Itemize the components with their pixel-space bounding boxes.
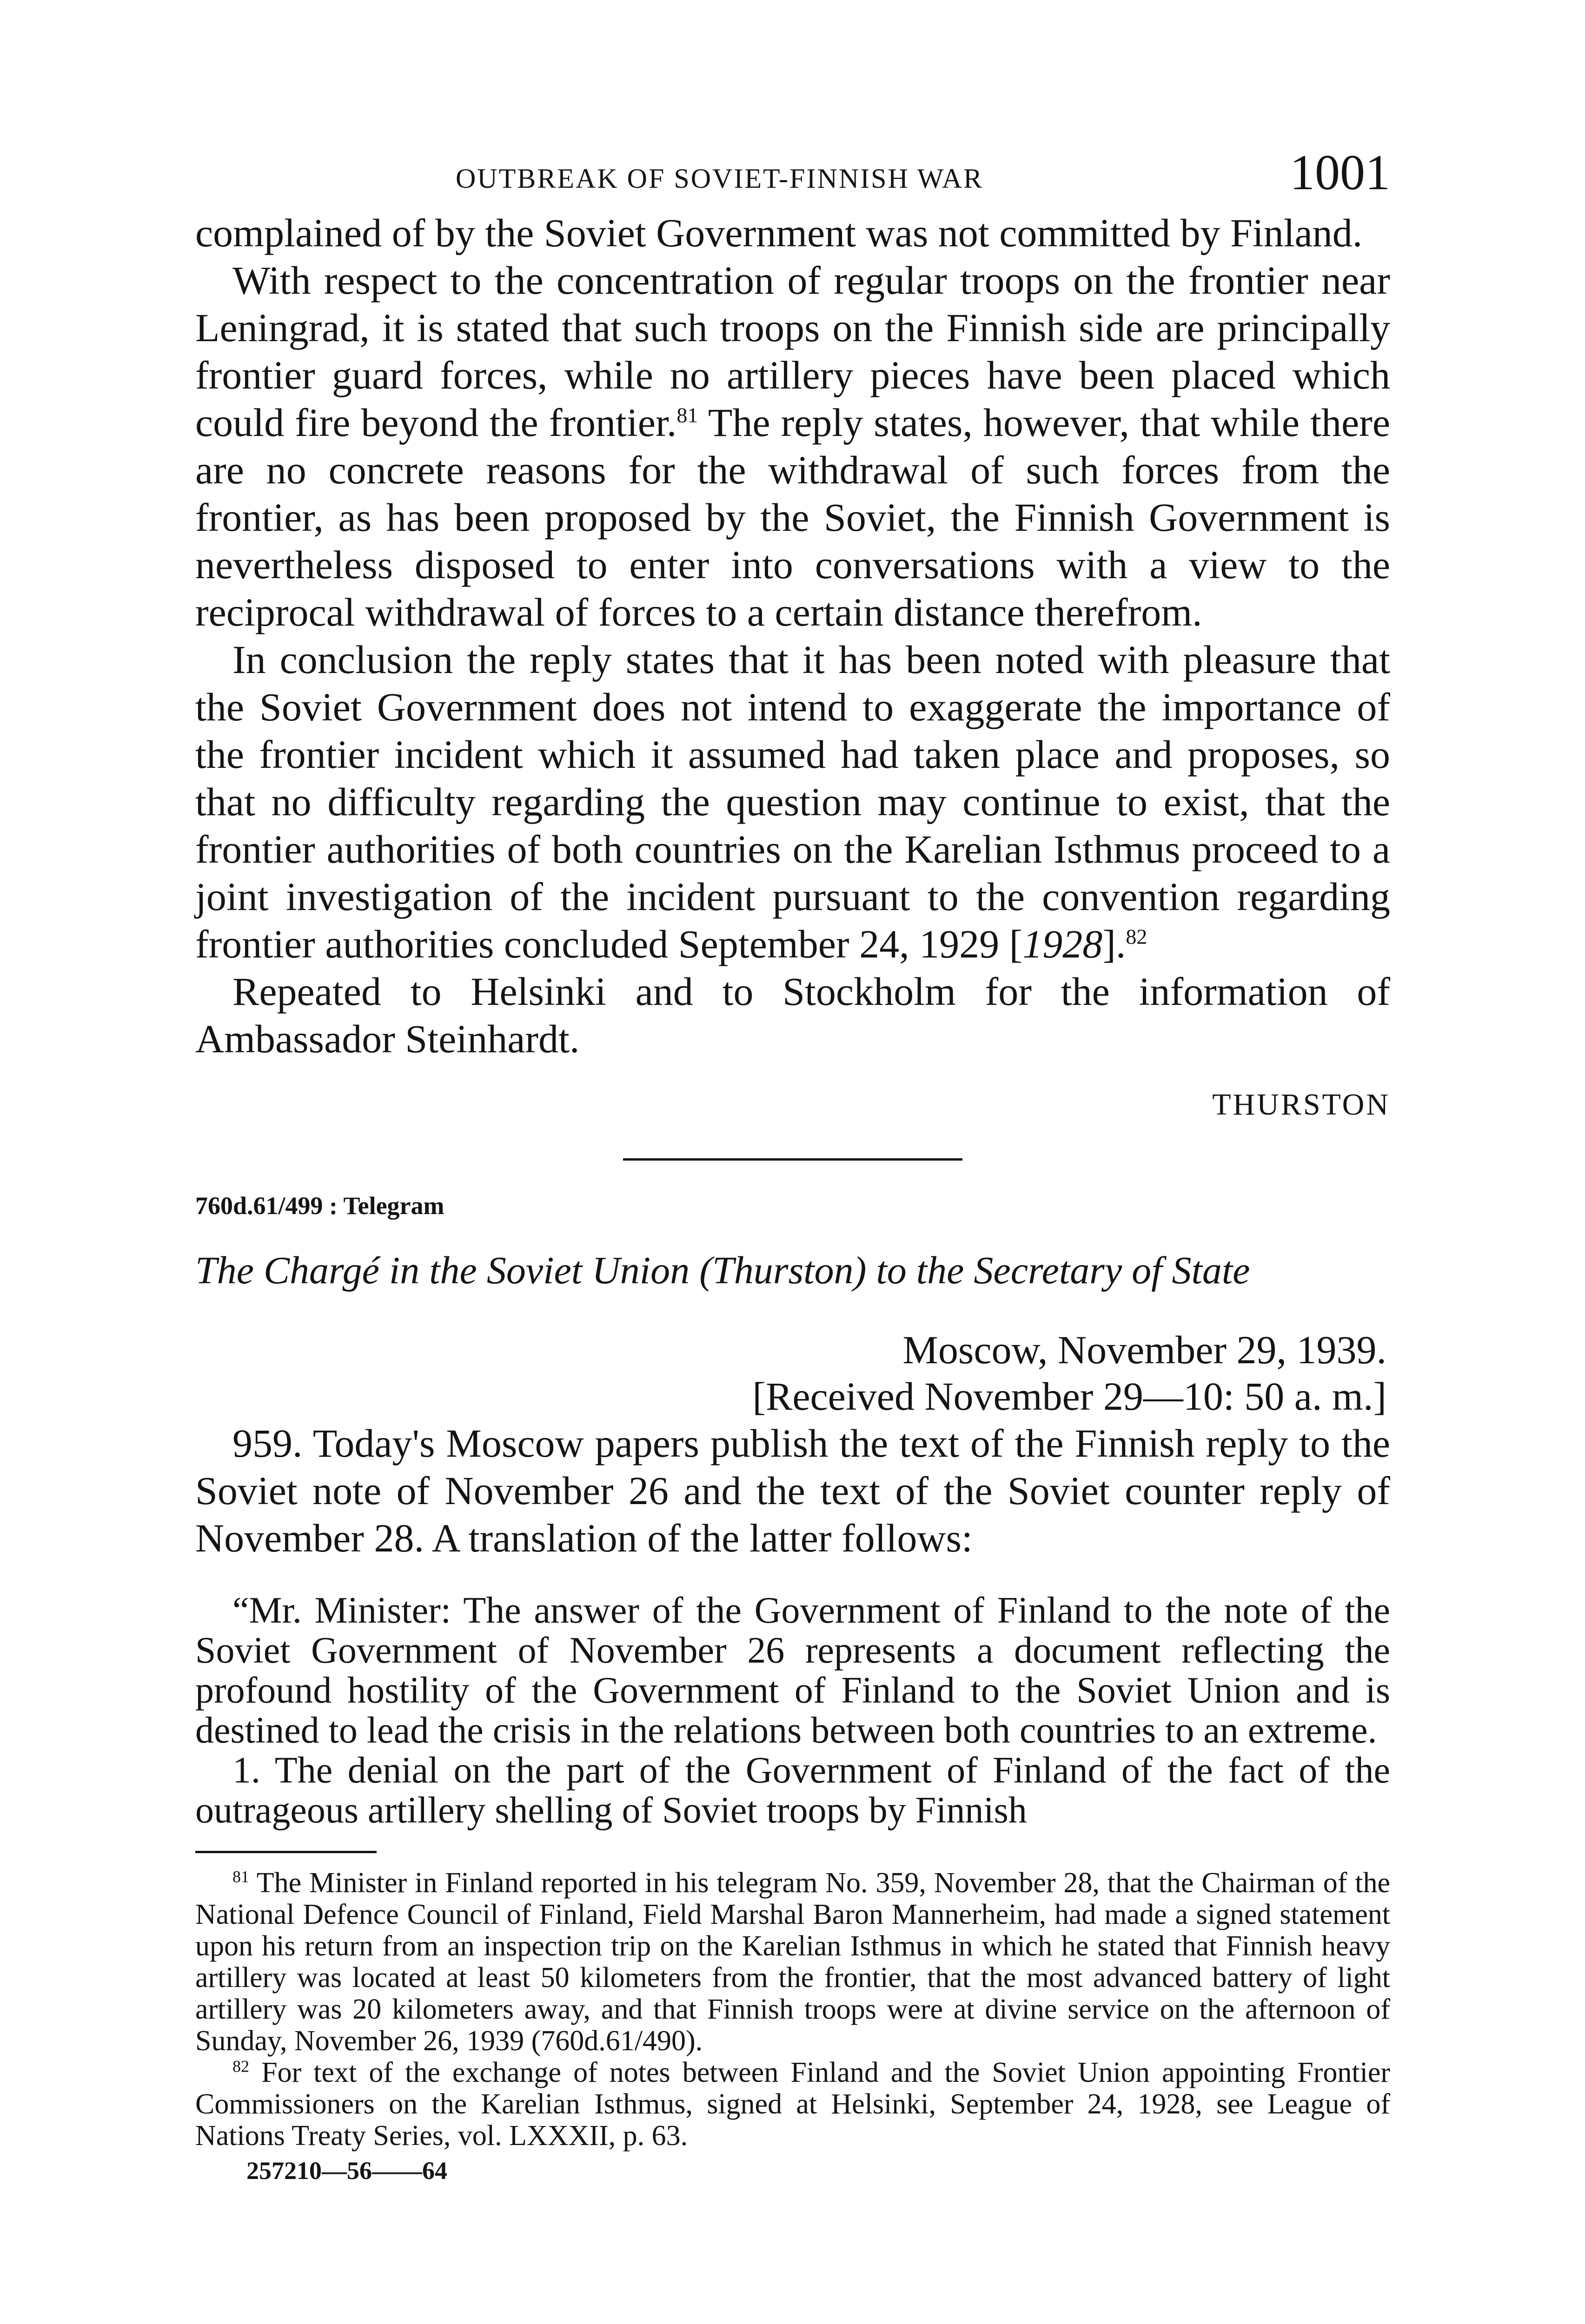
footnote-81-text: The Minister in Finland reported in his telegram No. 359, November 28, that the Chairman of the National Defence Council of Finland, Field Marshal Baron Mannerheim, had made a signed statement upon his return from an inspection trip on the Karelian Isthmus in which he stated that Finnish heavy artillery was located at least 50 kilometers from the frontier, that the most advanced battery of light artillery was 20 kilometers away, and that Finnish troops were at divine service on the afternoon of Sunday, November 26, 1939 (760d.61/490). bbox=[195, 1867, 1390, 2057]
footnote-82-marker: 82 bbox=[232, 2057, 249, 2076]
paragraph-troops-text: With respect to the concentration of regular troops on the frontier near Leningrad, it is stated that such troops on the Finnish side are principally frontier guard forces, while no artillery pieces have been placed which could fire beyond the frontier. bbox=[195, 258, 1390, 445]
paragraph-troops-text-cont: The reply states, however, that while there are no concrete reasons for the withdrawal of such forces from the frontier, as has been proposed by the Soviet, the Finnish Government is nevertheless disposed to enter into conversations with a view to the reciprocal withdrawal of forces to a certain distance therefrom. bbox=[195, 400, 1390, 634]
quote-paragraph-2: 1. The denial on the part of the Government of Finland of the fact of the outrageous artillery shelling of Soviet troops by Finnish bbox=[195, 1750, 1390, 1831]
running-title: OUTBREAK OF SOVIET-FINNISH WAR bbox=[456, 163, 984, 194]
telegram-body bbox=[195, 1419, 1390, 1562]
paragraph-conclusion-text: In conclusion the reply states that it has been noted with pleasure that the Soviet Government does not intend to exaggerate the importance of the frontier incident which it assumed had taken place and proposes, so that no difficulty regarding the question may continue to exist, that the frontier authorities of both countries on the Karelian Isthmus proceed to a joint investigation of the incident pursuant to the convention regarding frontier authorities concluded September 24, 1929 [ bbox=[195, 637, 1390, 966]
running-head bbox=[195, 139, 1390, 209]
quoted-note bbox=[195, 1591, 1390, 1830]
printer-mark: 257210—56——64 bbox=[246, 2157, 447, 2185]
paragraph-repeated: Repeated to Helsinki and to Stockholm for the information of Ambassador Steinhardt. bbox=[195, 969, 1390, 1061]
continued-report bbox=[195, 209, 1390, 1129]
page-number: 1001 bbox=[1290, 145, 1390, 200]
paragraph-troops bbox=[195, 257, 1390, 636]
footnotes bbox=[195, 1867, 1390, 2152]
file-reference: 760d.61/499 : Telegram bbox=[195, 1192, 444, 1220]
footnote-82-text: For text of the exchange of notes between Finland and the Soviet Union appointing Frontier Commissioners on the Karelian Isthmus, signed at Helsinki, September 24, 1928, see League of Nations Treaty Series, vol. LXXXII, p. 63. bbox=[195, 2057, 1391, 2152]
footnote-ref-81: 81 bbox=[676, 403, 698, 427]
paragraph-telegram-intro: 959. Today's Moscow papers publish the text of the Finnish reply to the Soviet note of November 26 and the text of the Soviet counter reply of November 28. A translation of the latter follows: bbox=[195, 1421, 1390, 1560]
footnote-81-marker: 81 bbox=[232, 1867, 249, 1886]
received-line: [Received November 29—10: 50 a. m.] bbox=[752, 1374, 1386, 1419]
footnote-ref-82: 82 bbox=[1126, 924, 1147, 949]
corrected-year: 1928 bbox=[1022, 922, 1103, 966]
paragraph-continuation: complained of by the Soviet Government was not committed by Finland. bbox=[195, 211, 1363, 255]
paragraph-conclusion-end: ]. bbox=[1102, 922, 1126, 966]
book-page bbox=[195, 139, 1390, 2185]
footnote-divider bbox=[195, 1851, 377, 1853]
document-title: The Chargé in the Soviet Union (Thurston) to the Secretary of State bbox=[195, 1249, 1250, 1292]
quote-paragraph-1: “Mr. Minister: The answer of the Government of Finland to the note of the Soviet Government of November 26 represents a document reflecting the profound hostility of the Government of Finland to the Soviet Union and is destined to lead the crisis in the relations between both countries to an extreme. bbox=[195, 1590, 1390, 1751]
section-divider bbox=[623, 1158, 962, 1161]
footnote-82 bbox=[195, 2057, 1390, 2152]
dateline: Moscow, November 29, 1939. bbox=[902, 1327, 1386, 1372]
signature: THURSTON bbox=[1212, 1088, 1390, 1122]
paragraph-conclusion bbox=[195, 636, 1390, 968]
footnote-81 bbox=[195, 1867, 1390, 2057]
